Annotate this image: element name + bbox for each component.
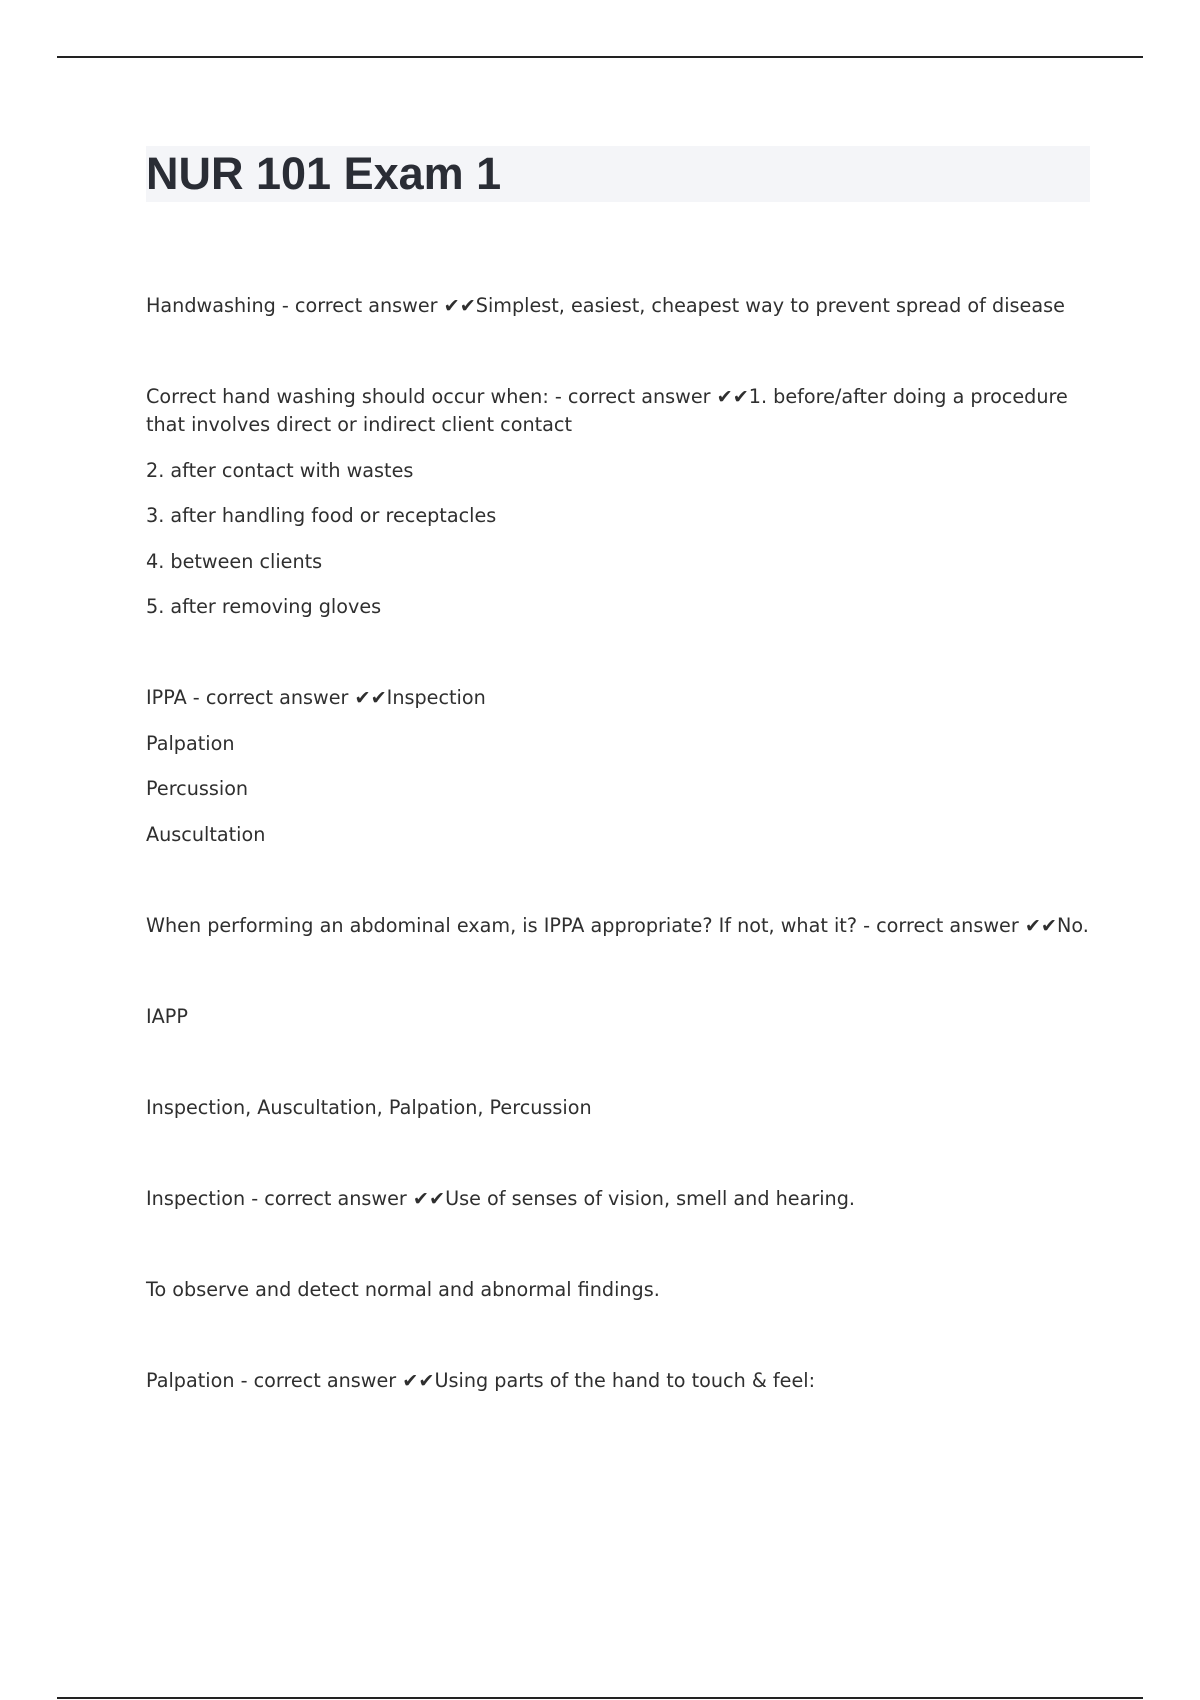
qa-correct-hand-washing: Correct hand washing should occur when: - correct answer ✔✔1. before/after doing a procedure that involves direct or indirect client contact [146,385,1068,436]
list-item-3: 3. after handling food or receptacles [146,504,497,527]
ippa-palpation: Palpation [146,732,235,755]
list-item-5: 5. after removing gloves [146,595,382,618]
qa-abdominal-exam: When performing an abdominal exam, is IPPA appropriate? If not, what it? - correct answer ✔✔No. [146,914,1089,937]
qa-palpation: Palpation - correct answer ✔✔Using parts of the hand to touch & feel: [146,1369,816,1392]
answer-iapp-expanded: Inspection, Auscultation, Palpation, Percussion [146,1096,592,1119]
qa-handwashing: Handwashing - correct answer ✔✔Simplest, easiest, cheapest way to prevent spread of disease [146,294,1065,317]
inspection-detail: To observe and detect normal and abnormal findings. [146,1278,660,1301]
answer-iapp: IAPP [146,1005,188,1028]
qa-inspection: Inspection - correct answer ✔✔Use of senses of vision, smell and hearing. [146,1187,856,1210]
document-title: NUR 101 Exam 1 [146,148,502,199]
top-rule [57,56,1143,58]
ippa-percussion: Percussion [146,777,249,800]
bottom-rule [57,1697,1143,1699]
list-item-4: 4. between clients [146,550,323,573]
ippa-auscultation: Auscultation [146,823,266,846]
qa-ippa: IPPA - correct answer ✔✔Inspection [146,686,486,709]
list-item-2: 2. after contact with wastes [146,459,414,482]
